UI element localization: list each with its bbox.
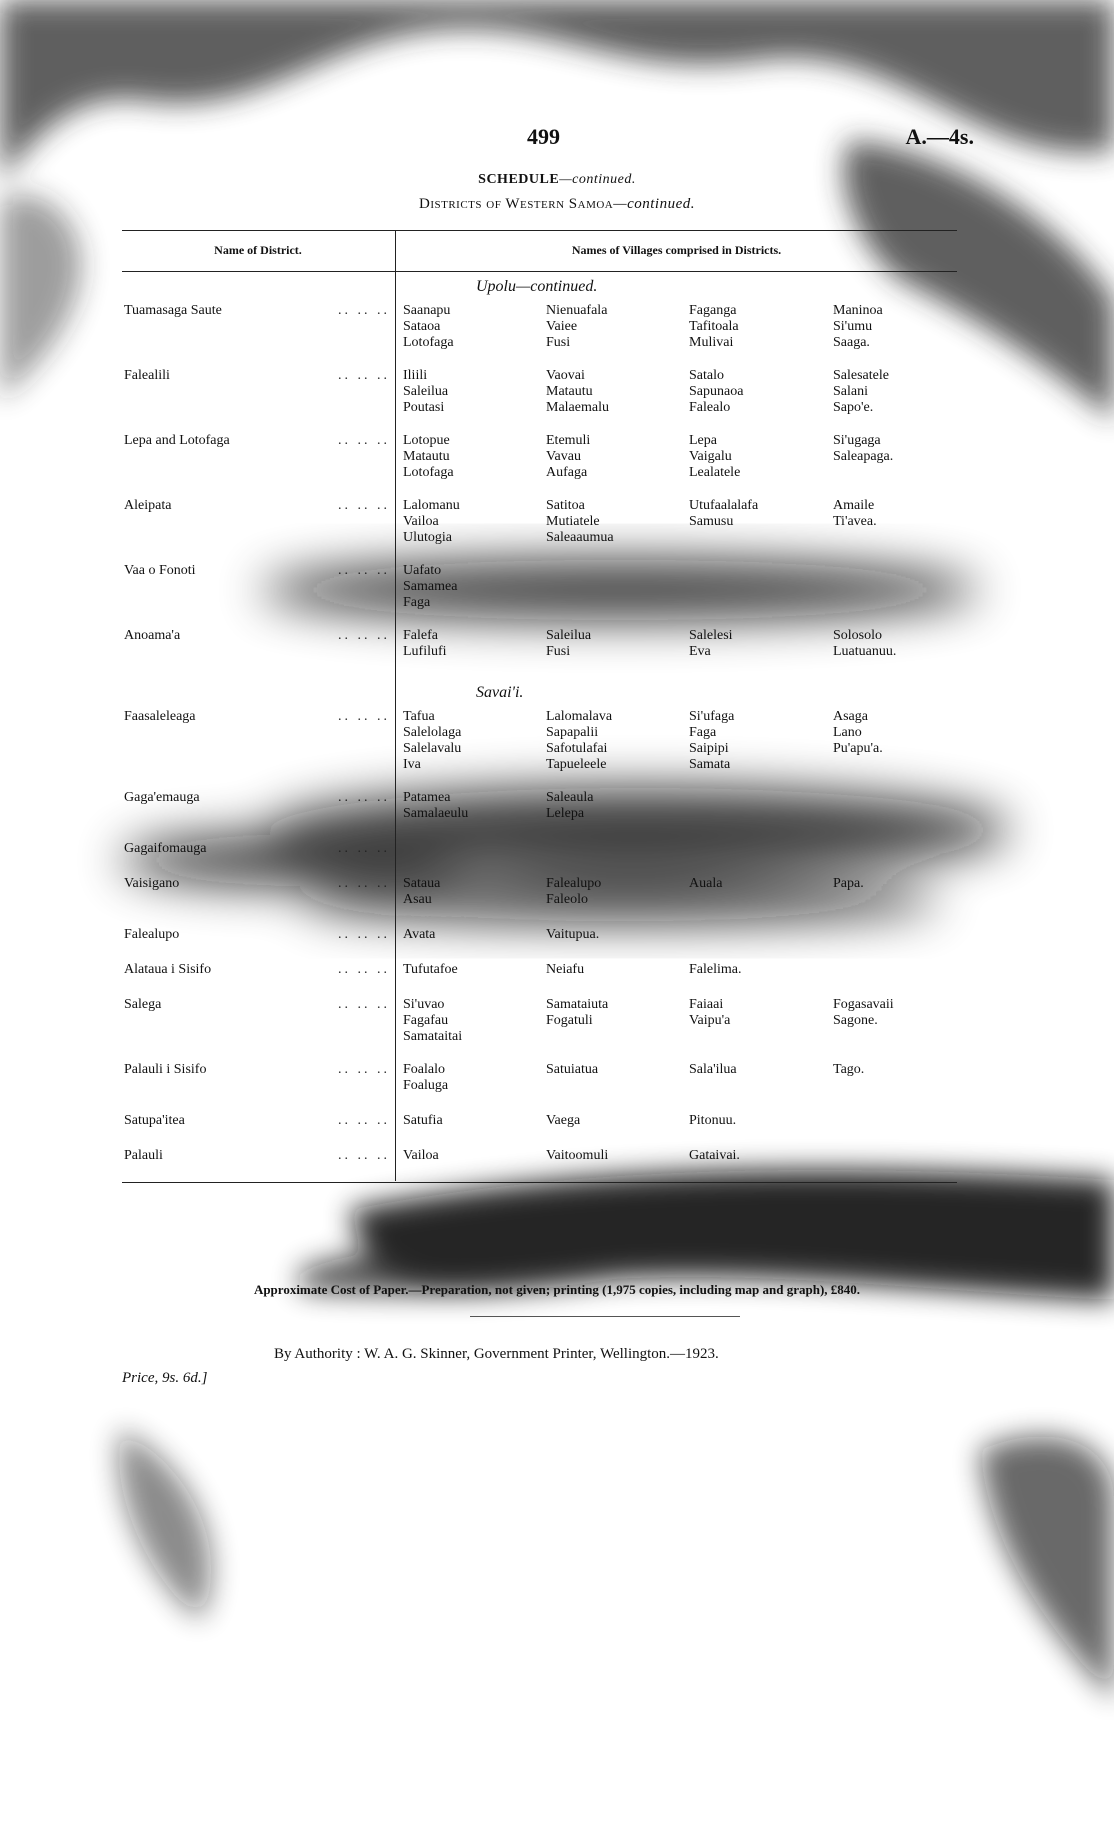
district-name — [124, 563, 392, 579]
leader-dots: .. .. .. — [338, 962, 390, 977]
village-cell: Faganga Tafitoala Mulivai — [689, 303, 739, 350]
village-cell: Satitoa Mutiatele Saleaaumua — [546, 498, 614, 545]
leader-dots: .. .. .. — [338, 997, 390, 1012]
village-cell: Salesatele Salani Sapo'e. — [833, 368, 889, 415]
leader-dots: .. .. .. — [338, 433, 390, 448]
village-cell: Faiaai Vaipu'a — [689, 997, 731, 1028]
district-name — [124, 303, 392, 319]
district-row — [122, 840, 957, 875]
district-name-text: Anoama'a — [124, 628, 181, 643]
table-bottom-rule — [122, 1182, 957, 1183]
table-header — [122, 231, 957, 271]
village-cell: Pitonuu. — [689, 1113, 737, 1128]
district-row — [122, 708, 957, 789]
district-name-text: Vaa o Fonoti — [124, 563, 196, 578]
footer-rule — [470, 1316, 740, 1317]
district-name — [124, 876, 392, 892]
leader-dots: .. .. .. — [338, 563, 390, 578]
village-cell: Lepa Vaigalu Lealatele — [689, 433, 741, 480]
districts-title-text: Districts of Western Samoa — [419, 196, 614, 212]
village-cell: Satalo Sapunaoa Falealo — [689, 368, 744, 415]
village-cell: Vaitoomuli — [546, 1148, 609, 1163]
district-name-text: Faasaleleaga — [124, 709, 196, 724]
village-cell: Satufia — [403, 1113, 443, 1128]
district-name-text: Gagaifomauga — [124, 841, 207, 856]
village-cell: Fogasavaii Sagone. — [833, 997, 894, 1028]
schedule-title-suffix: —continued. — [559, 172, 636, 187]
village-cell: Vailoa — [403, 1148, 439, 1163]
leader-dots: .. .. .. — [338, 841, 390, 856]
district-row — [122, 926, 957, 961]
district-row — [122, 432, 957, 497]
village-cell: Asaga Lano Pu'apu'a. — [833, 709, 883, 756]
village-cell: Samataiuta Fogatuli — [546, 997, 609, 1028]
district-name-text: Lepa and Lotofaga — [124, 433, 230, 448]
district-row — [122, 497, 957, 562]
district-name-text: Falealili — [124, 368, 170, 383]
village-cell: Lalomalava Sapapalii Safotulafai Tapueleele — [546, 709, 613, 772]
district-name — [124, 433, 392, 449]
village-cell: Nienuafala Vaiee Fusi — [546, 303, 608, 350]
village-cell: Amaile Ti'avea. — [833, 498, 877, 529]
district-name-text: Salega — [124, 997, 162, 1012]
district-name — [124, 1113, 392, 1129]
village-cell: Uafato Samamea Faga — [403, 563, 458, 610]
village-cell: Falelima. — [689, 962, 742, 977]
district-name-text: Vaisigano — [124, 876, 180, 891]
district-name — [124, 997, 392, 1013]
village-cell: Maninoa Si'umu Saaga. — [833, 303, 883, 350]
districts-table — [122, 230, 957, 1183]
village-cell: Patamea Samalaeulu — [403, 790, 469, 821]
village-cell: Tufutafoe — [403, 962, 458, 977]
district-name — [124, 790, 392, 806]
schedule-title-text: SCHEDULE — [478, 172, 560, 187]
village-cell: Si'ugaga Saleapaga. — [833, 433, 894, 464]
district-name-text: Gaga'emauga — [124, 790, 200, 805]
village-cell: Si'ufaga Faga Saipipi Samata — [689, 709, 735, 772]
village-cell: Satuiatua — [546, 1062, 599, 1077]
village-cell: Gataivai. — [689, 1148, 740, 1163]
column-header-villages: Names of Villages comprised in Districts. — [571, 243, 782, 257]
district-name — [124, 498, 392, 514]
cost-of-paper-note: Approximate Cost of Paper.—Preparation, not given; printing (1,975 copies, including map and graph), £840. — [253, 1282, 861, 1297]
village-cell: Saleaula Lelepa — [546, 790, 594, 821]
district-name-text: Alataua i Sisifo — [124, 962, 212, 977]
district-name-text: Satupa'itea — [124, 1113, 185, 1128]
district-name — [124, 841, 392, 857]
printer-authority: By Authority : W. A. G. Skinner, Government Printer, Wellington.—1923. — [274, 1346, 719, 1362]
village-cell: Neiafu — [546, 962, 585, 977]
village-cell: Falefa Lufilufi — [403, 628, 447, 659]
district-name — [124, 1062, 392, 1078]
district-name-text: Palauli — [124, 1148, 163, 1163]
village-cell: Salelesi Eva — [689, 628, 733, 659]
leader-dots: .. .. .. — [338, 303, 390, 318]
district-name-text: Palauli i Sisifo — [124, 1062, 207, 1077]
district-name-text: Falealupo — [124, 927, 180, 942]
district-name — [124, 1148, 392, 1164]
leader-dots: .. .. .. — [338, 628, 390, 643]
village-cell: Falealupo Faleolo — [546, 876, 602, 907]
village-cell: Etemuli Vavau Aufaga — [546, 433, 591, 480]
village-cell: Tago. — [833, 1062, 865, 1077]
village-cell: Lalomanu Vailoa Ulutogia — [403, 498, 460, 545]
village-cell: Si'uvao Fagafau Samataitai — [403, 997, 463, 1044]
district-row — [122, 367, 957, 432]
district-name — [124, 927, 392, 943]
village-cell: Saleilua Fusi — [546, 628, 592, 659]
district-name — [124, 628, 392, 644]
village-cell: Solosolo Luatuanuu. — [833, 628, 897, 659]
village-cell: Vaitupua. — [546, 927, 600, 942]
district-name-text: Aleipata — [124, 498, 172, 513]
district-row — [122, 1147, 957, 1182]
leader-dots: .. .. .. — [338, 368, 390, 383]
leader-dots: .. .. .. — [338, 1062, 390, 1077]
district-name — [124, 709, 392, 725]
leader-dots: .. .. .. — [338, 1113, 390, 1128]
schedule-title — [0, 172, 1114, 188]
village-cell: Utufaalalafa Samusu — [689, 498, 759, 529]
district-name — [124, 368, 392, 384]
district-row — [122, 302, 957, 367]
district-row — [122, 1061, 957, 1112]
leader-dots: .. .. .. — [338, 876, 390, 891]
district-name — [124, 962, 392, 978]
village-cell: Foalalo Foaluga — [403, 1062, 449, 1093]
district-row — [122, 562, 957, 627]
region-heading: Savai'i. — [476, 684, 524, 701]
village-cell: Sataua Asau — [403, 876, 441, 907]
district-row — [122, 875, 957, 926]
village-cell: Sala'ilua — [689, 1062, 737, 1077]
village-cell: Auala — [689, 876, 723, 891]
village-cell: Lotopue Matautu Lotofaga — [403, 433, 454, 480]
village-cell: Vaega — [546, 1113, 581, 1128]
village-cell: Tafua Salelolaga Salelavalu Iva — [403, 709, 462, 772]
region-heading: Upolu—continued. — [476, 278, 598, 295]
village-cell: Vaovai Matautu Malaemalu — [546, 368, 609, 415]
districts-title-suffix: —continued. — [613, 196, 695, 212]
village-cell: Avata — [403, 927, 436, 942]
page-number: 499 — [527, 124, 560, 149]
document-reference: A.—4s. — [905, 124, 974, 149]
district-row — [122, 627, 957, 678]
leader-dots: .. .. .. — [338, 709, 390, 724]
table-body — [122, 272, 957, 1182]
leader-dots: .. .. .. — [338, 498, 390, 513]
district-row — [122, 1112, 957, 1147]
village-cell: Papa. — [833, 876, 864, 891]
district-row — [122, 789, 957, 840]
districts-title — [0, 196, 1114, 213]
column-header-district: Name of District. — [214, 243, 302, 257]
district-name-text: Tuamasaga Saute — [124, 303, 222, 318]
leader-dots: .. .. .. — [338, 790, 390, 805]
leader-dots: .. .. .. — [338, 927, 390, 942]
village-cell: Saanapu Sataoa Lotofaga — [403, 303, 454, 350]
village-cell: Iliili Saleilua Poutasi — [403, 368, 449, 415]
leader-dots: .. .. .. — [338, 1148, 390, 1163]
district-row — [122, 996, 957, 1061]
price-note: Price, 9s. 6d.] — [122, 1370, 208, 1386]
district-row — [122, 961, 957, 996]
